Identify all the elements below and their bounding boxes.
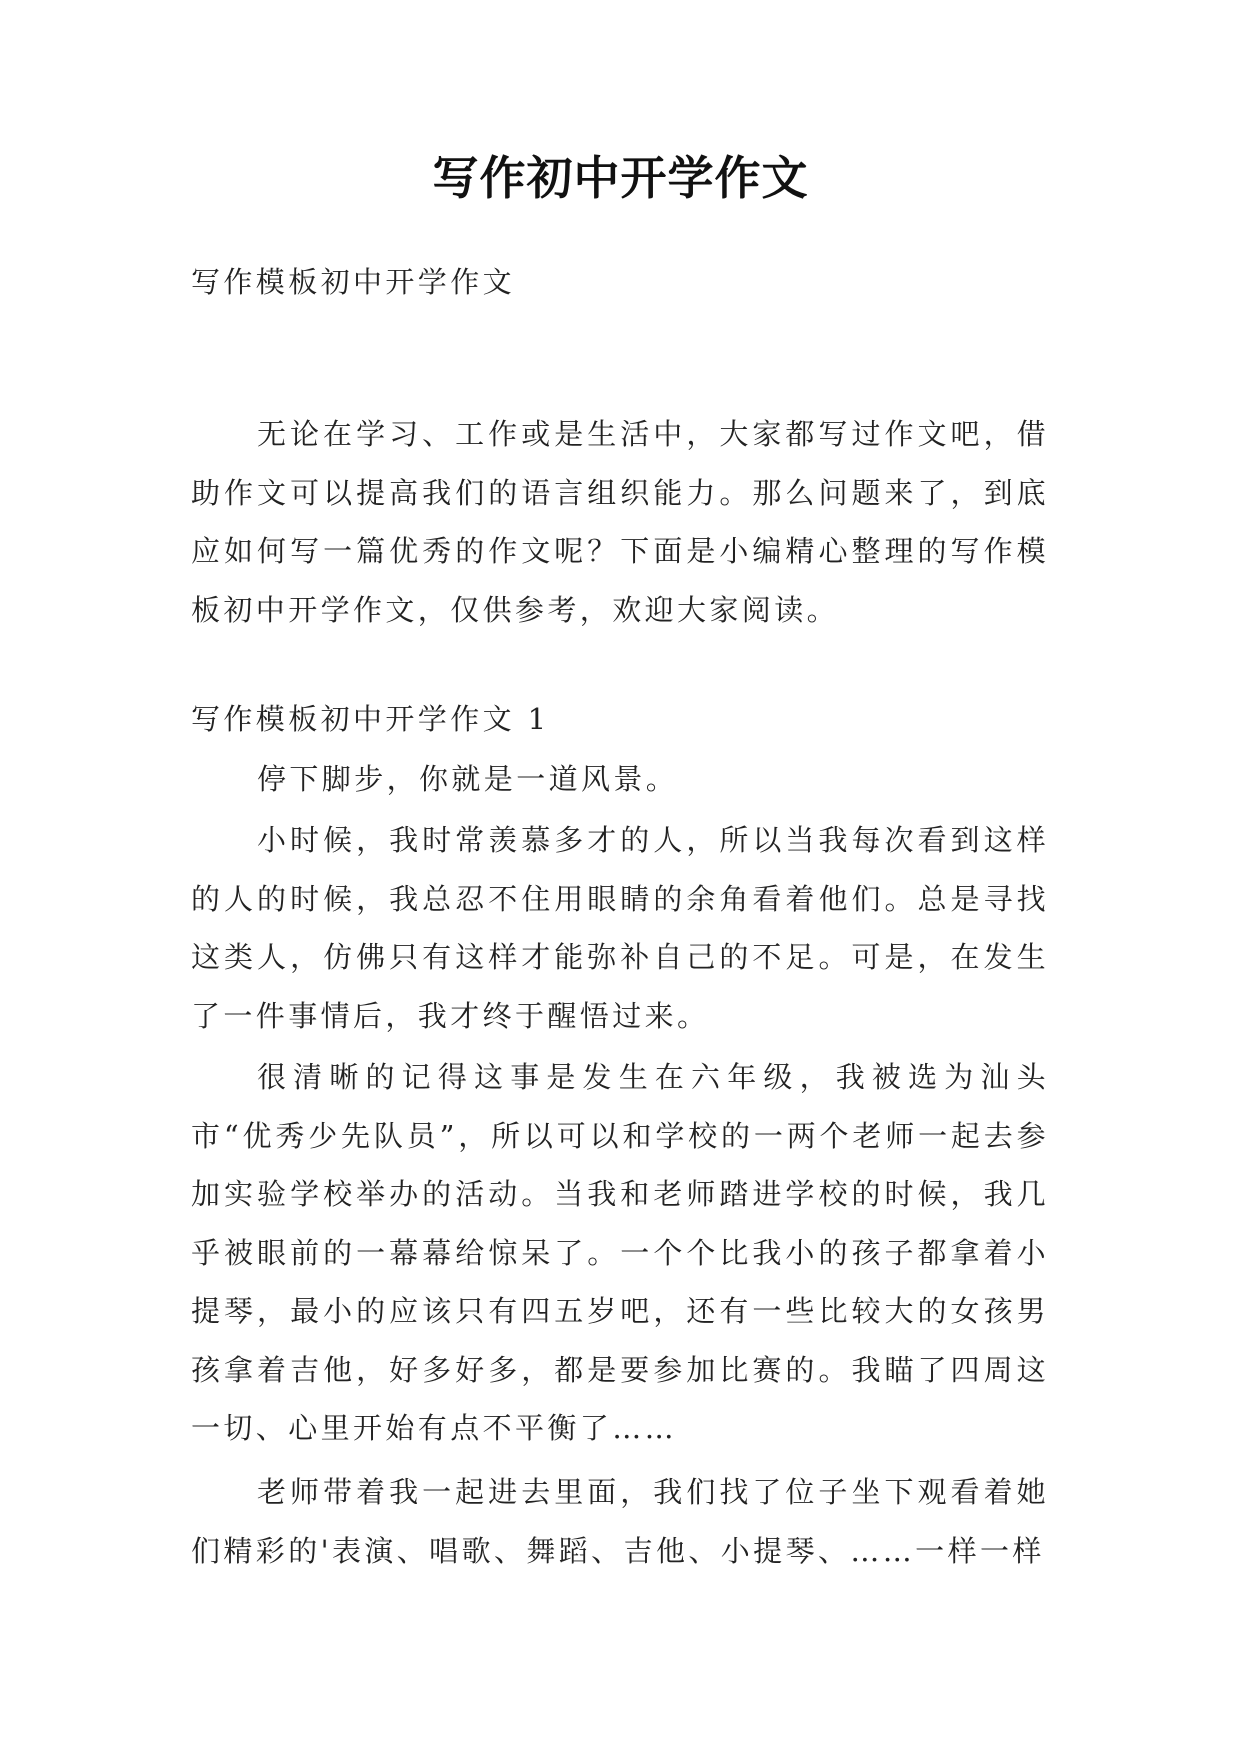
intro-paragraph: 无论在学习、工作或是生活中，大家都写过作文吧，借助作文可以提高我们的语言组织能力。那么问题来了，到底应如何写一篇优秀的作文呢？下面是小编精心整理的写作模板初中开学作文，仅供参考，欢迎大家阅读。: [191, 417, 1049, 627]
body-paragraph-2: 小时候，我时常羡慕多才的人，所以当我每次看到这样的人的时候，我总忍不住用眼睛的余角看着他们。总是寻找这类人，仿佛只有这样才能弥补自己的不足。可是，在发生了一件事情后，我才终于醒悟过来。: [191, 823, 1049, 1033]
document-title: 写作初中开学作文: [432, 151, 809, 205]
section-heading: 写作模板初中开学作文 1: [191, 702, 550, 736]
document-subtitle: 写作模板初中开学作文: [191, 265, 516, 299]
body-paragraph-4: 老师带着我一起进去里面，我们找了位子坐下观看着她们精彩的'表演、唱歌、舞蹈、吉他、小提琴、……一样一样: [191, 1475, 1049, 1568]
body-paragraph-3: 很清晰的记得这事是发生在六年级，我被选为汕头市“优秀少先队员”，所以可以和学校的一两个老师一起去参加实验学校举办的活动。当我和老师踏进学校的时候，我几乎被眼前的一幕幕给惊呆了。一个个比我小的孩子都拿着小提琴，最小的应该只有四五岁吧，还有一些比较大的女孩男孩拿着吉他，好多好多，都是要参加比赛的。我瞄了四周这一切、心里开始有点不平衡了……: [191, 1060, 1049, 1445]
body-paragraph-1: 停下脚步，你就是一道风景。: [257, 762, 679, 796]
